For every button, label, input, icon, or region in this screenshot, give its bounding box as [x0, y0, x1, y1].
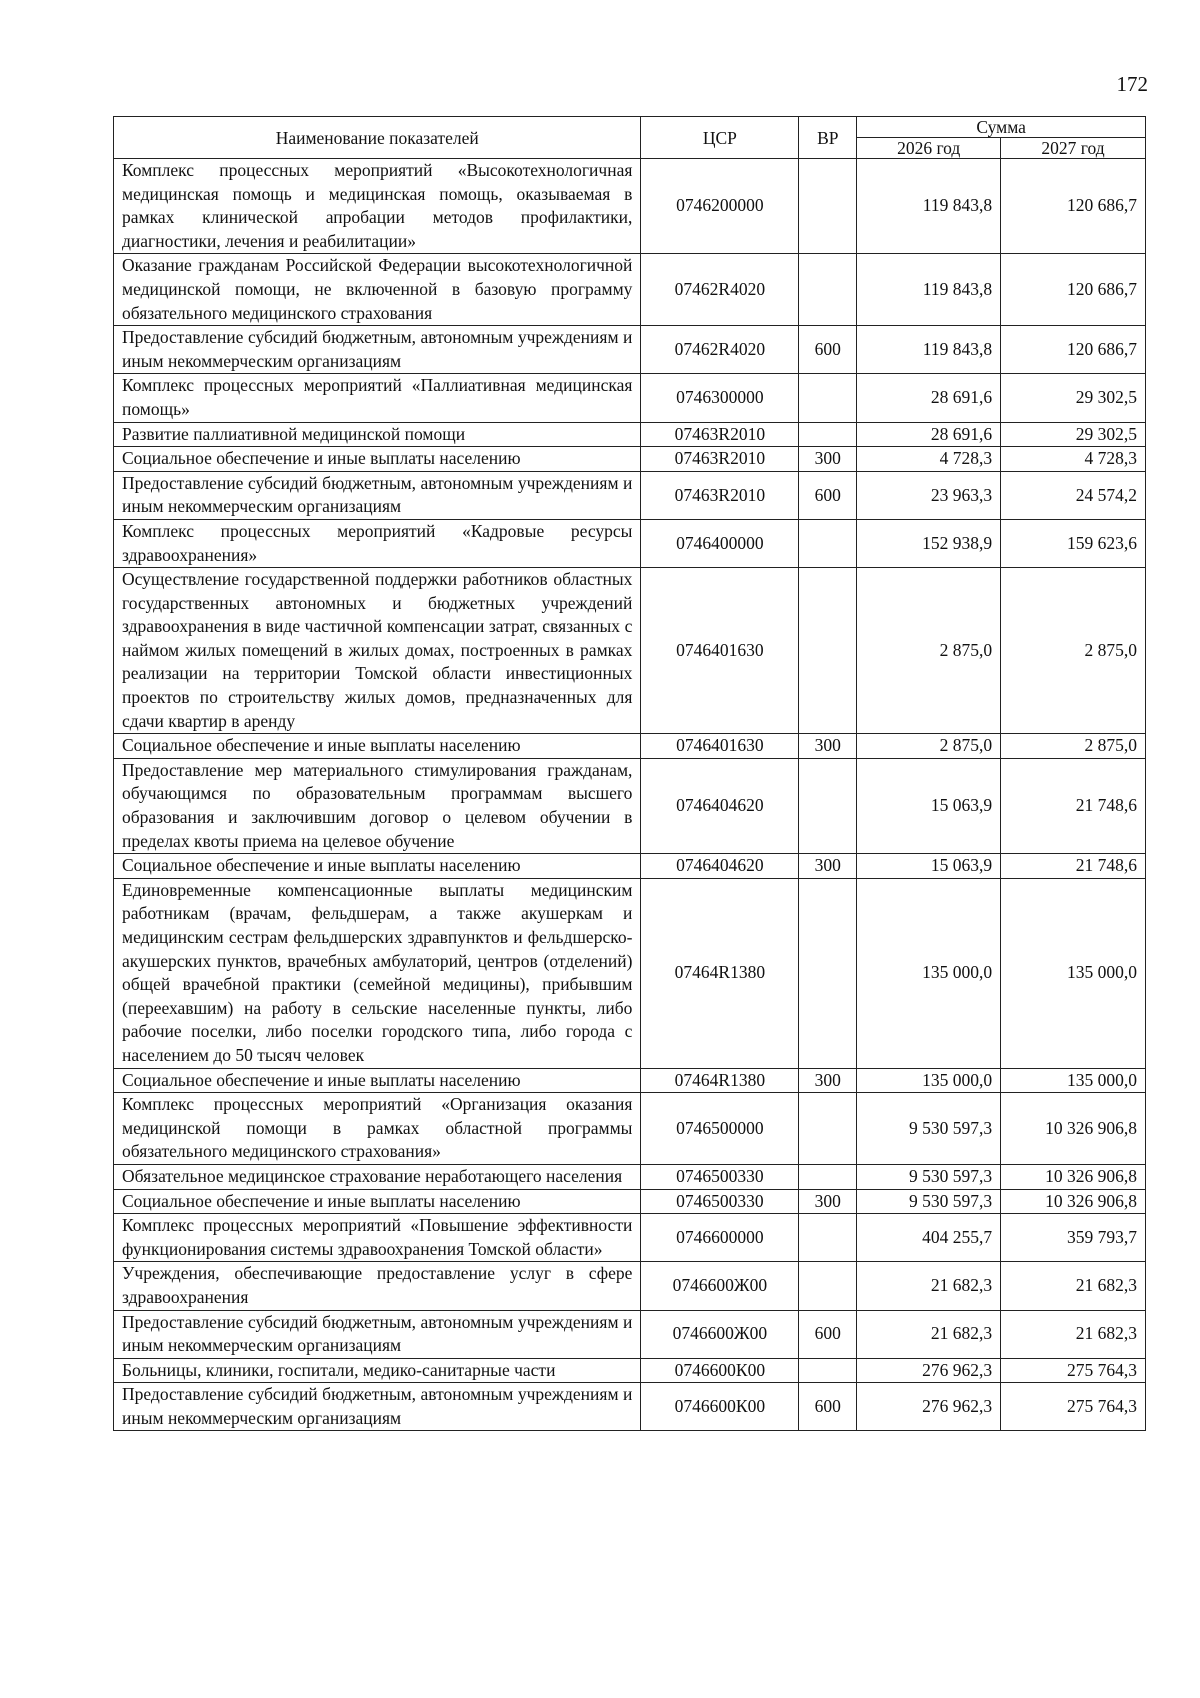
row-sum-2027-cell: 24 574,2 — [1001, 471, 1146, 519]
row-name-text: Предоставление субсидий бюджетным, автономным учреждениям и иным некоммерческим организациям — [122, 327, 633, 371]
table-row — [114, 1358, 1146, 1383]
row-name-cell — [114, 254, 641, 326]
table-row — [114, 471, 1146, 519]
row-name-text: Больницы, клиники, госпитали, медико-санитарные части — [122, 1359, 556, 1380]
row-sum-2027-cell: 21 682,3 — [1001, 1310, 1146, 1358]
row-name-cell — [114, 1262, 641, 1310]
row-csr-cell: 0746500330 — [641, 1189, 799, 1214]
table-row — [114, 1214, 1146, 1262]
row-sum-2026-cell: 9 530 597,3 — [857, 1164, 1001, 1189]
row-csr-cell: 0746400000 — [641, 519, 799, 567]
table-body — [114, 159, 1146, 1431]
table-row — [114, 447, 1146, 472]
table-row — [114, 734, 1146, 759]
row-vr-cell: 300 — [799, 734, 857, 759]
row-name-text: Предоставление субсидий бюджетным, автономным учреждениям и иным некоммерческим организациям — [122, 472, 633, 517]
row-name-cell — [114, 758, 641, 853]
table-row — [114, 1383, 1146, 1431]
row-sum-2026-cell: 9 530 597,3 — [857, 1093, 1001, 1165]
row-sum-2027-cell: 21 748,6 — [1001, 854, 1146, 879]
row-vr-cell: 300 — [799, 854, 857, 879]
row-csr-cell: 07462R4020 — [641, 326, 799, 374]
row-name-text: Предоставление мер материального стимулирования гражданам, обучающимся по образовательным программам высшего образования и заключившим договор о целевом обучении в пределах квоты приема на целевое обучение — [122, 759, 633, 851]
row-vr-cell: 600 — [799, 1310, 857, 1358]
table-row — [114, 878, 1146, 1068]
row-vr-cell — [799, 1093, 857, 1165]
row-vr-cell — [799, 519, 857, 567]
row-name-text: Предоставление субсидий бюджетным, автономным учреждениям и иным некоммерческим организациям — [122, 1311, 633, 1356]
row-sum-2027-cell: 135 000,0 — [1001, 1068, 1146, 1093]
row-csr-cell: 0746404620 — [641, 854, 799, 879]
row-sum-2026-cell: 15 063,9 — [857, 758, 1001, 853]
row-vr-cell — [799, 1262, 857, 1310]
table-header — [114, 117, 1146, 159]
row-sum-2026-cell: 21 682,3 — [857, 1262, 1001, 1310]
row-csr-cell: 07464R1380 — [641, 1068, 799, 1093]
row-name-text: Оказание гражданам Российской Федерации высокотехнологичной медицинской помощи, не включенной в базовую программу обязательного медицинского страхования — [122, 255, 633, 323]
row-name-cell — [114, 568, 641, 734]
row-vr-cell — [799, 1214, 857, 1262]
table-row — [114, 254, 1146, 326]
page-number: 172 — [1116, 72, 1148, 96]
row-name-text: Обязательное медицинское страхование неработающего населения — [122, 1165, 623, 1186]
row-name-cell — [114, 159, 641, 254]
header-year-2027: 2027 год — [1001, 138, 1146, 159]
table-row — [114, 1189, 1146, 1214]
table-row — [114, 1310, 1146, 1358]
table-row — [114, 326, 1146, 374]
row-sum-2026-cell: 15 063,9 — [857, 854, 1001, 879]
row-csr-cell: 0746600000 — [641, 1214, 799, 1262]
row-vr-cell — [799, 159, 857, 254]
row-name-text: Развитие паллиативной медицинской помощи — [122, 423, 466, 444]
row-name-cell — [114, 1189, 641, 1214]
row-sum-2027-cell: 10 326 906,8 — [1001, 1093, 1146, 1165]
row-name-text: Учреждения, обеспечивающие предоставление услуг в сфере здравоохранения — [122, 1263, 633, 1307]
row-name-cell — [114, 519, 641, 567]
row-name-text: Предоставление субсидий бюджетным, автономным учреждениям и иным некоммерческим организациям — [122, 1384, 633, 1428]
row-name-text: Социальное обеспечение и иные выплаты населению — [122, 855, 521, 876]
table-row — [114, 1068, 1146, 1093]
header-name: Наименование показателей — [114, 117, 641, 159]
table-row — [114, 159, 1146, 254]
row-name-cell — [114, 854, 641, 879]
row-name-cell — [114, 422, 641, 447]
row-sum-2027-cell: 120 686,7 — [1001, 326, 1146, 374]
row-sum-2027-cell: 21 682,3 — [1001, 1262, 1146, 1310]
row-csr-cell: 07463R2010 — [641, 422, 799, 447]
row-sum-2026-cell: 152 938,9 — [857, 519, 1001, 567]
row-csr-cell: 07463R2010 — [641, 447, 799, 472]
row-name-text: Комплекс процессных мероприятий «Повышение эффективности функционирования системы здравоохранения Томской области» — [122, 1215, 633, 1259]
row-name-cell — [114, 1164, 641, 1189]
row-sum-2027-cell: 275 764,3 — [1001, 1358, 1146, 1383]
row-vr-cell — [799, 758, 857, 853]
row-name-text: Социальное обеспечение и иные выплаты населению — [122, 735, 521, 756]
row-name-text: Социальное обеспечение и иные выплаты населению — [122, 1069, 521, 1090]
row-name-text: Социальное обеспечение и иные выплаты населению — [122, 448, 521, 469]
row-csr-cell: 0746600К00 — [641, 1383, 799, 1431]
row-csr-cell: 0746500330 — [641, 1164, 799, 1189]
row-name-cell — [114, 1310, 641, 1358]
row-sum-2026-cell: 4 728,3 — [857, 447, 1001, 472]
header-year-2026: 2026 год — [857, 138, 1001, 159]
row-sum-2026-cell: 9 530 597,3 — [857, 1189, 1001, 1214]
row-vr-cell: 600 — [799, 1383, 857, 1431]
row-name-text: Комплекс процессных мероприятий «Паллиативная медицинская помощь» — [122, 375, 633, 419]
row-sum-2027-cell: 10 326 906,8 — [1001, 1164, 1146, 1189]
row-name-cell — [114, 447, 641, 472]
row-csr-cell: 0746401630 — [641, 734, 799, 759]
row-name-text: Осуществление государственной поддержки работников областных государственных автономных и бюджетных учреждений здравоохранения в виде частичной компенсации затрат, связанных с наймом жилых помещений в жилых домах, построенных в рамках реализации на территории Томской области инвестиционных проектов по строительству жилых домов, предназначенных для сдачи квартир в аренду — [122, 569, 633, 731]
row-sum-2027-cell: 2 875,0 — [1001, 568, 1146, 734]
row-vr-cell: 600 — [799, 326, 857, 374]
row-sum-2027-cell: 29 302,5 — [1001, 374, 1146, 422]
row-name-text: Комплекс процессных мероприятий «Организация оказания медицинской помощи в рамках областной программы обязательного медицинского страхования» — [122, 1094, 633, 1162]
row-sum-2027-cell: 2 875,0 — [1001, 734, 1146, 759]
row-sum-2027-cell: 10 326 906,8 — [1001, 1189, 1146, 1214]
row-sum-2027-cell: 135 000,0 — [1001, 878, 1146, 1068]
budget-table — [113, 116, 1146, 1431]
table-row — [114, 758, 1146, 853]
header-csr: ЦСР — [641, 117, 799, 159]
row-sum-2027-cell: 29 302,5 — [1001, 422, 1146, 447]
row-vr-cell — [799, 374, 857, 422]
row-name-cell — [114, 878, 641, 1068]
row-csr-cell: 07463R2010 — [641, 471, 799, 519]
row-name-cell — [114, 1068, 641, 1093]
row-name-cell — [114, 1358, 641, 1383]
row-name-text: Социальное обеспечение и иные выплаты населению — [122, 1190, 521, 1211]
row-sum-2026-cell: 404 255,7 — [857, 1214, 1001, 1262]
table-row — [114, 1164, 1146, 1189]
row-name-text: Комплекс процессных мероприятий «Кадровые ресурсы здравоохранения» — [122, 520, 633, 565]
row-csr-cell: 0746600К00 — [641, 1358, 799, 1383]
row-name-cell — [114, 1214, 641, 1262]
row-vr-cell: 300 — [799, 1068, 857, 1093]
row-sum-2027-cell: 21 748,6 — [1001, 758, 1146, 853]
row-vr-cell: 300 — [799, 447, 857, 472]
row-csr-cell: 0746200000 — [641, 159, 799, 254]
row-sum-2027-cell: 359 793,7 — [1001, 1214, 1146, 1262]
row-name-cell — [114, 734, 641, 759]
row-vr-cell — [799, 878, 857, 1068]
table-row — [114, 1093, 1146, 1165]
row-sum-2027-cell: 4 728,3 — [1001, 447, 1146, 472]
row-name-text: Единовременные компенсационные выплаты медицинским работникам (врачам, фельдшерам, а также акушеркам и медицинским сестрам фельдшерских здравпунктов и фельдшерско-акушерских пунктов, врачебных амбулаторий, центров (отделений) общей врачебной практики (семейной медицины), прибывшим (переехавшим) на работу в сельские населенные пункты, либо рабочие поселки, либо поселки городского типа, либо города с населением до 50 тысяч человек — [122, 879, 633, 1065]
table-row — [114, 854, 1146, 879]
row-vr-cell — [799, 254, 857, 326]
row-csr-cell: 0746600Ж00 — [641, 1310, 799, 1358]
table-row — [114, 568, 1146, 734]
row-csr-cell: 0746600Ж00 — [641, 1262, 799, 1310]
row-sum-2026-cell: 28 691,6 — [857, 374, 1001, 422]
row-name-cell — [114, 1383, 641, 1431]
row-vr-cell — [799, 422, 857, 447]
row-csr-cell: 07462R4020 — [641, 254, 799, 326]
row-sum-2026-cell: 2 875,0 — [857, 568, 1001, 734]
table-row — [114, 519, 1146, 567]
row-vr-cell — [799, 1358, 857, 1383]
row-vr-cell — [799, 1164, 857, 1189]
row-sum-2027-cell: 159 623,6 — [1001, 519, 1146, 567]
row-sum-2026-cell: 119 843,8 — [857, 254, 1001, 326]
row-sum-2026-cell: 276 962,3 — [857, 1383, 1001, 1431]
row-vr-cell: 600 — [799, 471, 857, 519]
row-sum-2026-cell: 23 963,3 — [857, 471, 1001, 519]
row-sum-2026-cell: 276 962,3 — [857, 1358, 1001, 1383]
row-csr-cell: 0746404620 — [641, 758, 799, 853]
row-sum-2026-cell: 119 843,8 — [857, 159, 1001, 254]
row-sum-2027-cell: 120 686,7 — [1001, 159, 1146, 254]
row-sum-2027-cell: 275 764,3 — [1001, 1383, 1146, 1431]
row-name-cell — [114, 1093, 641, 1165]
row-name-text: Комплекс процессных мероприятий «Высокотехнологичная медицинская помощь и медицинская помощь, оказываемая в рамках клинической апробации методов профилактики, диагностики, лечения и реабилитации» — [122, 160, 633, 251]
table-row — [114, 422, 1146, 447]
table-row — [114, 374, 1146, 422]
row-sum-2026-cell: 135 000,0 — [857, 878, 1001, 1068]
row-csr-cell: 07464R1380 — [641, 878, 799, 1068]
row-vr-cell: 300 — [799, 1189, 857, 1214]
row-sum-2026-cell: 135 000,0 — [857, 1068, 1001, 1093]
table-row — [114, 1262, 1146, 1310]
row-csr-cell: 0746500000 — [641, 1093, 799, 1165]
row-sum-2026-cell: 119 843,8 — [857, 326, 1001, 374]
row-sum-2026-cell: 28 691,6 — [857, 422, 1001, 447]
row-sum-2026-cell: 2 875,0 — [857, 734, 1001, 759]
row-csr-cell: 0746300000 — [641, 374, 799, 422]
row-name-cell — [114, 374, 641, 422]
row-vr-cell — [799, 568, 857, 734]
row-sum-2026-cell: 21 682,3 — [857, 1310, 1001, 1358]
row-name-cell — [114, 326, 641, 374]
row-csr-cell: 0746401630 — [641, 568, 799, 734]
header-vr: ВР — [799, 117, 857, 159]
header-sum: Сумма — [857, 117, 1146, 138]
row-sum-2027-cell: 120 686,7 — [1001, 254, 1146, 326]
row-name-cell — [114, 471, 641, 519]
